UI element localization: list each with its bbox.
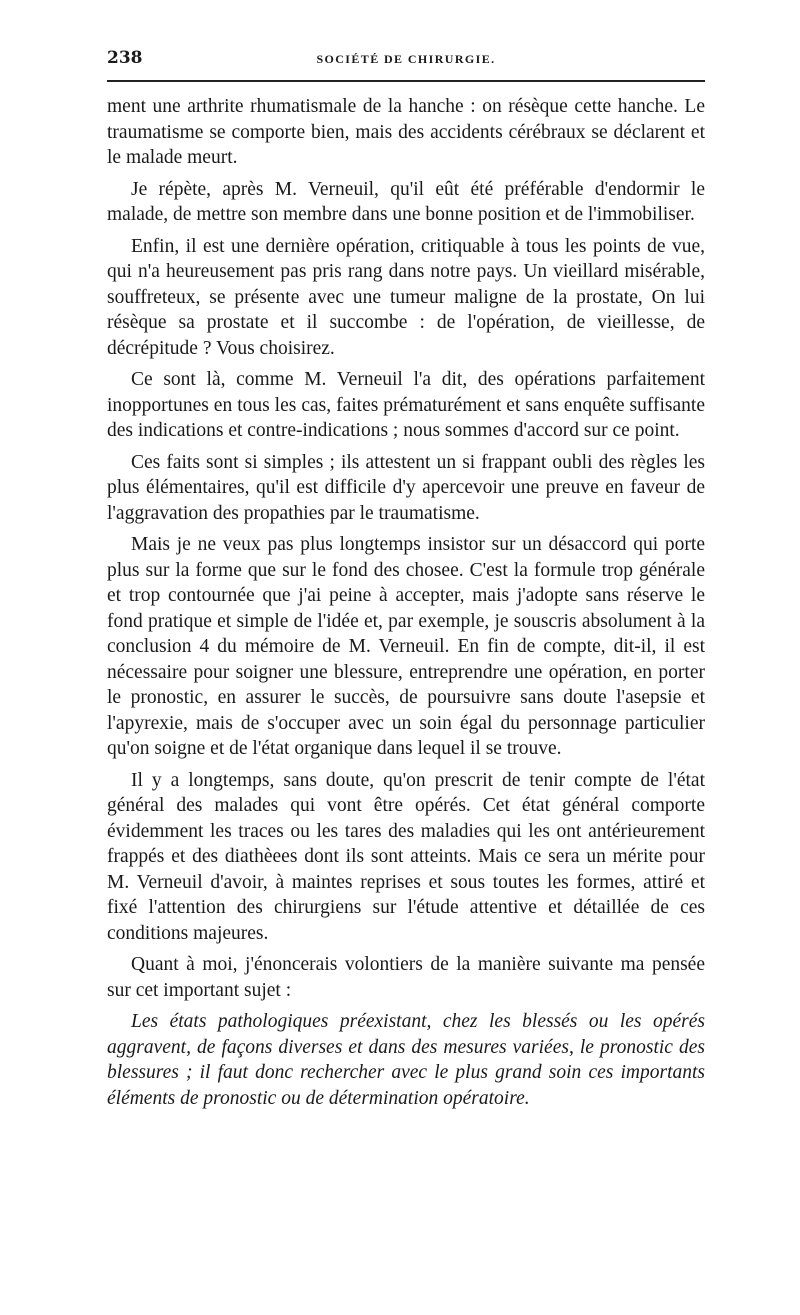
paragraph: Mais je ne veux pas plus longtemps insistor sur un désaccord qui porte plus sur la forme que sur le fond des chosee. C'est la formule trop générale et trop contournée que j'ai peine à accepter, mais j'adopte sans réserve le fond pratique et simple de l'idée et, par exemple, je souscris absolument à la conclusion 4 du mémoire de M. Verneuil. En fin de compte, dit-il, il est nécessaire pour soigner une blessure, entreprendre une opération, en porter le pronostic, en assurer le succès, de poursuivre sans doute l'asepsie et l'apyrexie, mais de s'occuper avec un soin égal du personnage particulier qu'on soigne et de l'état organique dans lequel il se trouve. xyxy=(107,534,705,759)
paragraph-continuation: ment une arthrite rhumatismale de la hanche : on résèque cette hanche. Le traumatisme se comporte bien, mais des accidents cérébraux se déclarent et le malade meurt. xyxy=(107,96,705,168)
page-number: 238 xyxy=(107,48,143,68)
paragraph: Ces faits sont si simples ; ils attestent un si frappant oubli des règles les plus élémentaires, qu'il est difficile d'y apercevoir une preuve en faveur de l'aggravation des propathies par le traumatisme. xyxy=(107,451,705,524)
running-head: SOCIÉTÉ DE CHIRURGIE. xyxy=(316,52,496,66)
paragraph: Enfin, il est une dernière opération, critiquable à tous les points de vue, qui n'a heureusement pas pris rang dans notre pays. Un vieillard misérable, souffreteux, se présente avec une tumeur maligne de la prostate, On lui résèque sa prostate et il succombe : de l'opération, de vieillesse, de décrépitude ? Vous choisirez. xyxy=(107,235,705,359)
paragraph: Ce sont là, comme M. Verneuil l'a dit, des opérations parfaitement inopportunes en tous les cas, faites prématurément et sans enquête suffisante des indications et contre-indications ; nous sommes d'accord sur ce point. xyxy=(107,369,705,441)
paragraph: Je répète, après M. Verneuil, qu'il eût été préférable d'endormir le malade, de mettre son membre dans une bonne position et de l'immobiliser. xyxy=(107,178,705,225)
italic-conclusion: Les états pathologiques préexistant, chez les blessés ou les opérés aggravent, de façons diverses et dans des mesures variées, le pronostic des blessures ; il faut donc rechercher avec le plus grand soin ces importants éléments de pronostic ou de détermination opératoire. xyxy=(107,1011,705,1109)
paragraph: Il y a longtemps, sans doute, qu'on prescrit de tenir compte de l'état général des malades qui vont être opérés. Cet état général comporte évidemment les traces ou les tares des maladies qui les ont antérieurement frappés et des diathèees dont ils sont atteints. Mais ce sera un mérite pour M. Verneuil d'avoir, à maintes reprises et sous toutes les formes, attiré et fixé l'attention des chirurgiens sur l'étude attentive et détaillée de ces conditions majeures. xyxy=(107,769,705,944)
page-header xyxy=(107,44,705,76)
body-text xyxy=(107,94,705,1111)
paragraph: Quant à moi, j'énoncerais volontiers de la manière suivante ma pensée sur cet important sujet : xyxy=(107,954,705,1001)
header-rule xyxy=(107,80,705,82)
